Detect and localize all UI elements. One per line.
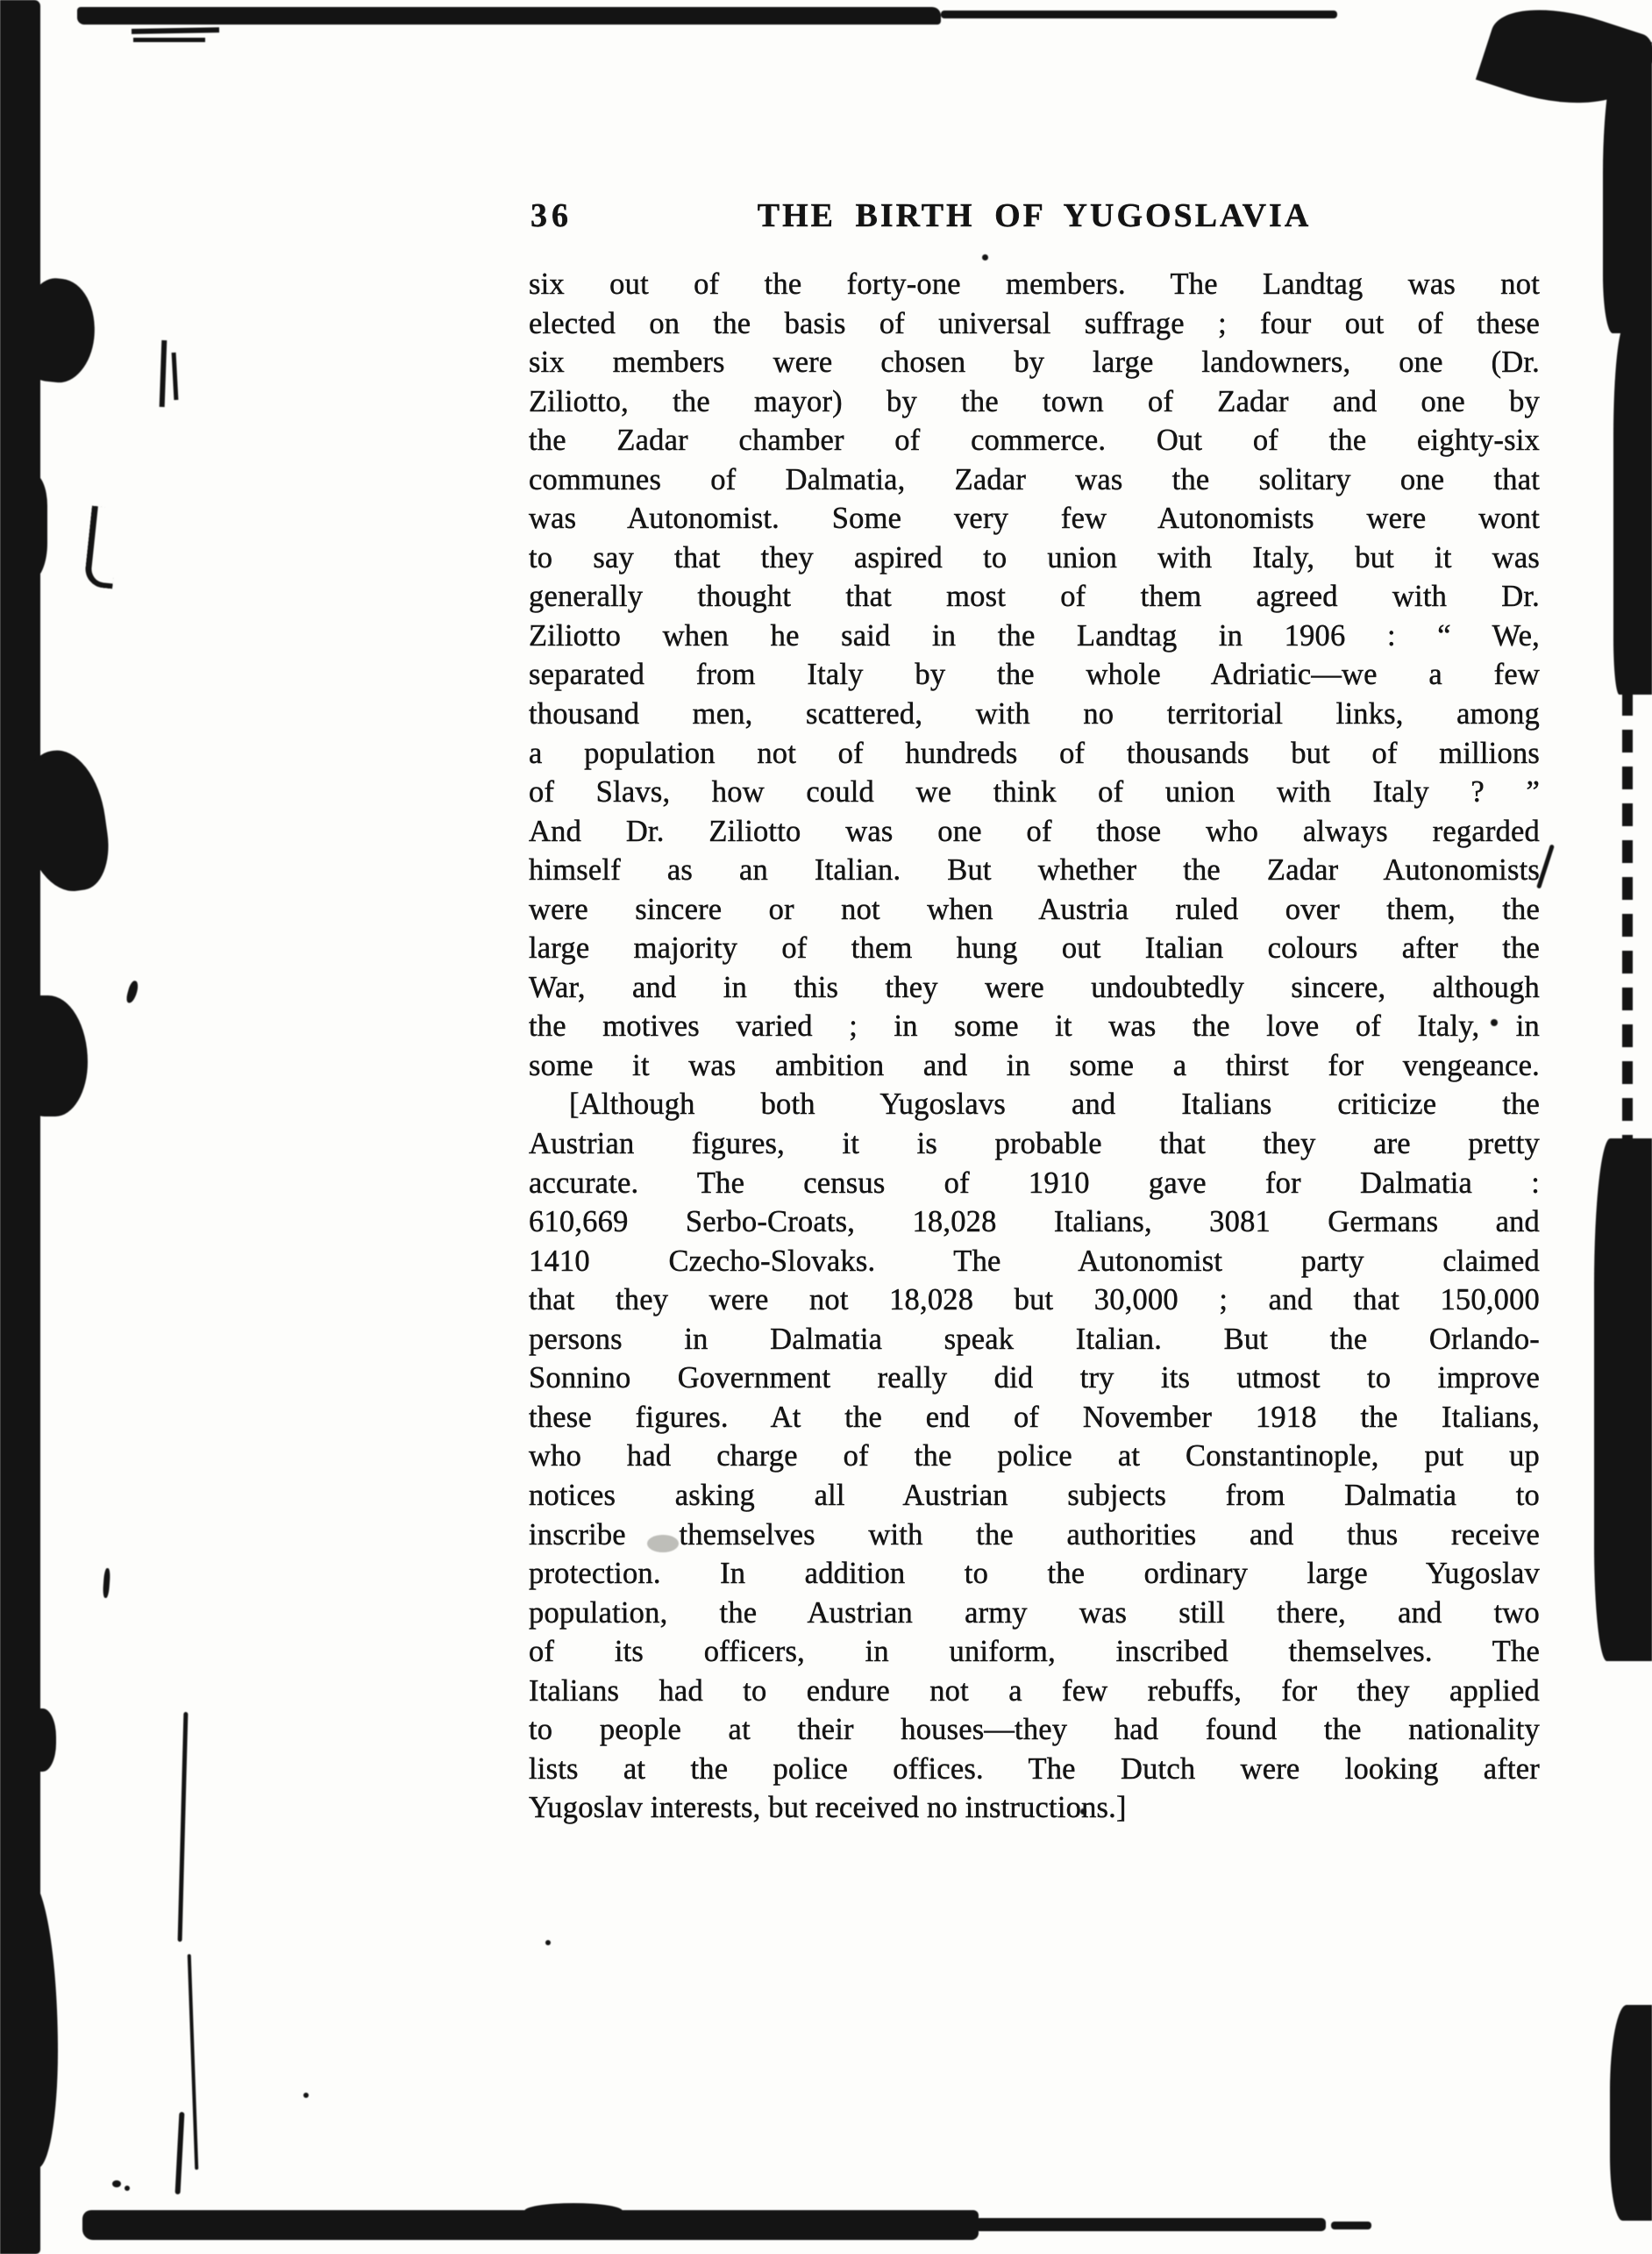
body-line: War, and in this they were undoubtedly sincere, although (529, 970, 1540, 1004)
body-line: Ziliotto when he said in the Landtag in 1906 : “ We, (529, 618, 1540, 653)
scan-border-right (1622, 693, 1633, 1149)
body-line: And Dr. Ziliotto was one of those who always regarded (529, 814, 1540, 848)
scan-border-top (941, 11, 1337, 18)
scan-ink-stroke (133, 38, 205, 42)
body-line: population, the Austrian army was still there, and two (529, 1595, 1540, 1630)
body-line: Austrian figures, it is probable that they are pretty (529, 1127, 1540, 1161)
body-line: inscribe themselves with the authorities and thus receive (529, 1517, 1540, 1551)
body-line: Sonnino Government really did try its utmost to improve (529, 1361, 1540, 1395)
body-line: the Zadar chamber of commerce. Out of the eighty-six (529, 424, 1540, 458)
scan-squiggle (188, 1954, 199, 2170)
body-line: generally thought that most of them agreed with Dr. (529, 580, 1540, 614)
scan-ink-speck (112, 2180, 121, 2187)
page-number: 36 (530, 197, 573, 234)
scan-border-bottom (1331, 2222, 1371, 2229)
body-line: some it was ambition and in some a thirst for vengeance. (529, 1048, 1540, 1082)
body-line: 610,669 Serbo-Croats, 18,028 Italians, 3081 Germans and (529, 1205, 1540, 1239)
scan-border-top (77, 7, 941, 25)
page-header (529, 196, 1540, 237)
scan-squiggle (175, 2112, 185, 2194)
body-line: of Slavs, how could we think of union with Italy ? ” (529, 775, 1540, 810)
scan-ink-speck (982, 254, 988, 260)
body-line: to people at their houses—they had found the nationality (529, 1713, 1540, 1747)
body-line: the motives varied ; in some it was the love of Italy, in (529, 1009, 1540, 1044)
body-line: Italians had to endure not a few rebuffs, for they applied (529, 1673, 1540, 1708)
body-line: Yugoslav interests, but received no instructions.] (529, 1791, 1127, 1825)
scan-blob (26, 1708, 56, 1772)
page-title: THE BIRTH OF YUGOSLAVIA (757, 197, 1312, 234)
body-line: protection. In addition to the ordinary large Yugoslav (529, 1557, 1540, 1591)
scan-ink-speck (303, 2093, 309, 2098)
body-line: [Although both Yugoslavs and Italians criticize the (569, 1088, 1540, 1122)
body-line: thousand men, scattered, with no territorial links, among (529, 697, 1540, 731)
body-line: to say that they aspired to union with Italy, but it was (529, 540, 1540, 574)
scan-ink-stroke (172, 353, 179, 400)
body-line: were sincere or not when Austria ruled over them, the (529, 892, 1540, 926)
scan-ink-stroke (160, 340, 167, 407)
scan-border-right (1594, 1138, 1652, 1661)
scan-border-right (1613, 325, 1652, 695)
body-line: communes of Dalmatia, Zadar was the solitary one that (529, 462, 1540, 496)
scan-ink-speck (125, 2186, 130, 2191)
body-line: accurate. The census of 1910 gave for Dalmatia : (529, 1166, 1540, 1200)
body-line: who had charge of the police at Constantinople, put up (529, 1439, 1540, 1473)
body-line: elected on the basis of universal suffrage ; four out of these (529, 306, 1540, 340)
body-line: six members were chosen by large landowners, one (Dr. (529, 346, 1540, 380)
scan-squiggle (178, 1712, 189, 1942)
body-line: separated from Italy by the whole Adriatic—we a few (529, 658, 1540, 692)
body-line: that they were not 18,028 but 30,000 ; and that 150,000 (529, 1283, 1540, 1317)
scan-ink-speck (103, 1568, 110, 1598)
scan-ink-speck (545, 1940, 551, 1945)
body-text (529, 265, 1540, 1828)
body-line: notices asking all Austrian subjects from Dalmatia to (529, 1478, 1540, 1512)
scan-blob (7, 1877, 58, 2168)
scan-blob (16, 995, 88, 1116)
body-line: a population not of hundreds of thousands but of millions (529, 736, 1540, 770)
scan-border-right (1603, 42, 1652, 333)
body-line: lists at the police offices. The Dutch were looking after (529, 1751, 1540, 1786)
body-line: was Autonomist. Some very few Autonomists were wont (529, 502, 1540, 536)
scan-ink-speck (125, 980, 139, 1004)
body-line: Ziliotto, the mayor) by the town of Zadar and one by (529, 384, 1540, 418)
body-line: of its officers, in uniform, inscribed themselves. The (529, 1635, 1540, 1669)
scan-blob (0, 474, 47, 581)
body-line: six out of the forty-one members. The Landtag was not (529, 267, 1540, 301)
scan-ink-stroke (83, 506, 120, 589)
body-line: himself as an Italian. But whether the Zadar Autonomists (529, 853, 1540, 888)
scan-border-bottom (975, 2218, 1326, 2231)
body-line: these figures. At the end of November 1918 the Italians, (529, 1400, 1540, 1434)
scan-border-right (1610, 2005, 1652, 2221)
scan-blob (524, 2203, 623, 2219)
body-line: 1410 Czecho-Slovaks. The Autonomist party claimed (529, 1244, 1540, 1278)
body-line: persons in Dalmatia speak Italian. But the Orlando- (529, 1322, 1540, 1356)
scan-ink-stroke (132, 27, 219, 34)
body-line: large majority of them hung out Italian colours after the (529, 931, 1540, 966)
